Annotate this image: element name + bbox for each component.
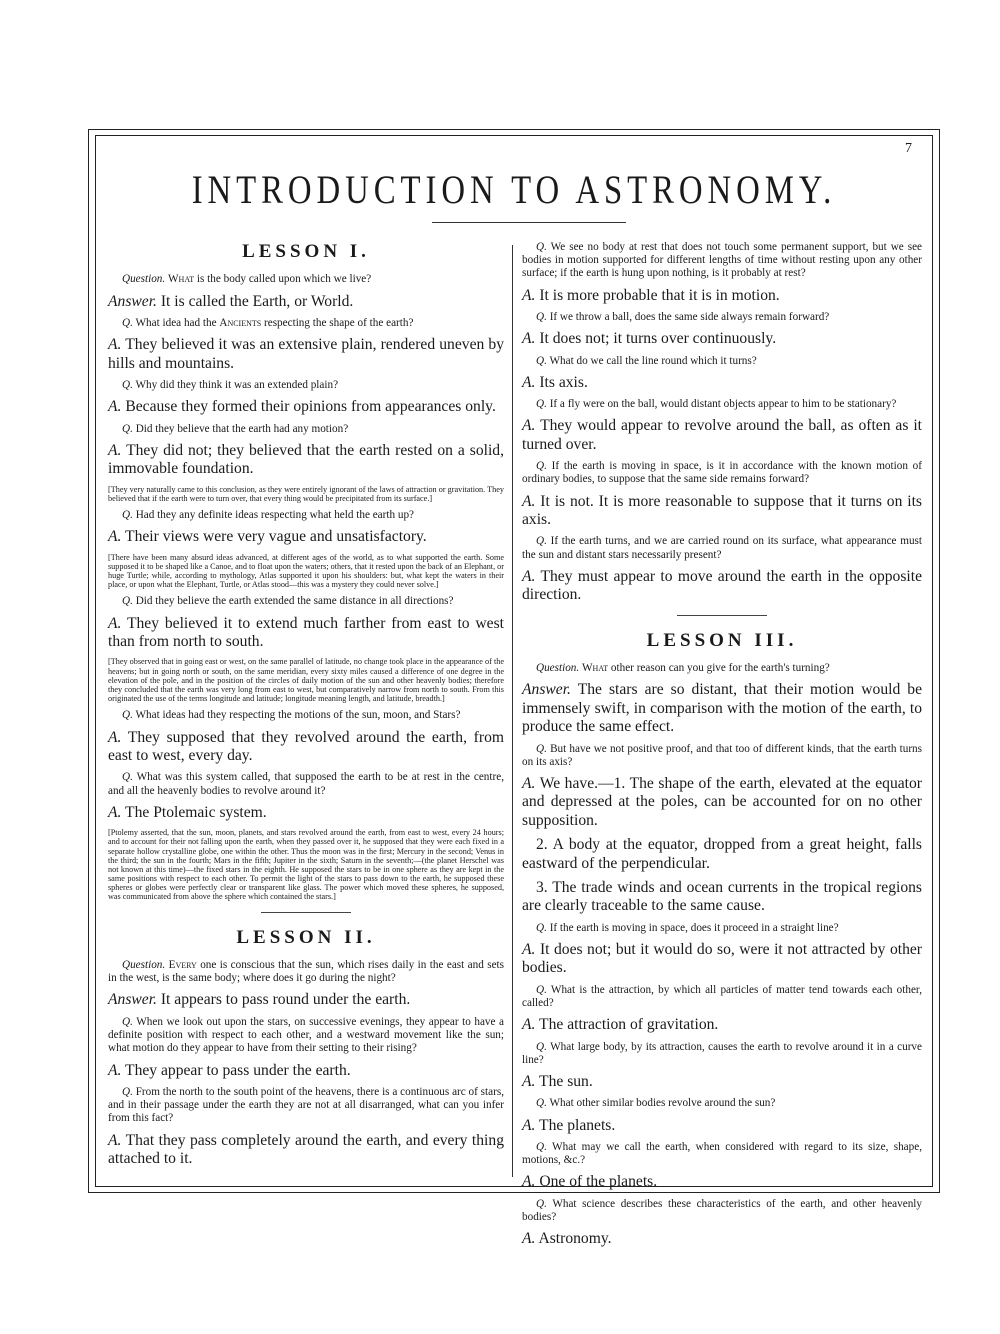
question-8 (522, 1198, 922, 1224)
answer-label: A. (522, 1016, 536, 1034)
lesson-2-heading: LESSON II. (236, 926, 376, 948)
question-text: respecting the shape of the earth? (261, 317, 414, 330)
answer-9 (522, 568, 922, 605)
answer-label: A. (522, 1173, 536, 1191)
question-label: Q. (536, 1140, 547, 1153)
answer-7 (522, 417, 922, 454)
question-label: Q. (122, 595, 133, 608)
question-1 (522, 662, 922, 675)
question-text: But have we not positive proof, and that too of different kinds, that the earth turns on its axis? (522, 742, 922, 768)
question-text: What other similar bodies revolve around the sun? (546, 1097, 776, 1110)
answer-4 (522, 1016, 922, 1034)
question-label: Q. (536, 742, 547, 755)
question-label: Question. (122, 273, 166, 286)
question-label: Q. (536, 983, 547, 996)
footnote-1: [They very naturally came to this conclusion, as they were entirely ignorant of the laws of attraction or gravitation. They believed that if the earth were to turn over, that every thing would be precipitated from its surface.] (108, 484, 504, 503)
answer-label: A. (108, 728, 122, 746)
question-text: What science describes these characteristics of the earth, and other heavenly bodies? (522, 1197, 922, 1223)
answer-3 (108, 1132, 504, 1169)
answer-label: A. (108, 336, 122, 354)
question-text: If the earth is moving in space, does it proceed in a straight line? (546, 921, 839, 934)
answer-label: A. (108, 441, 122, 459)
answer-label: A. (522, 1116, 536, 1134)
answer-2 (522, 775, 922, 830)
answer-1 (522, 681, 922, 736)
question-label: Q. (536, 354, 547, 367)
answer-label: A. (522, 1072, 536, 1090)
column-divider (512, 245, 513, 1177)
question-3 (522, 922, 922, 935)
answer-text: They would appear to revolve around the ball, as often as it turned over. (522, 417, 922, 453)
question-9 (522, 535, 922, 561)
answer-label: A. (522, 567, 536, 585)
question-lead-word: Every (168, 959, 197, 972)
question-text: If a fly were on the ball, would distant objects appear to him to be stationary? (546, 398, 897, 411)
answer-text: Because they formed their opinions from appearances only. (121, 398, 496, 416)
question-5 (522, 1041, 922, 1067)
question-lead-word: What (582, 662, 609, 675)
answer-text: They supposed that they revolved around the earth, from east to west, every day. (108, 728, 504, 764)
section-separator (677, 615, 767, 616)
answer-text: Astronomy. (535, 1230, 612, 1248)
question-6 (108, 595, 504, 608)
question-3 (108, 1086, 504, 1126)
question-3 (108, 379, 504, 392)
question-label: Question. (122, 959, 166, 972)
answer-label: Answer. (108, 292, 157, 310)
answer-text: Its axis. (535, 373, 588, 391)
question-label: Q. (122, 422, 133, 435)
answer-8 (108, 804, 504, 822)
question-text: other reason can you give for the earth's turning? (608, 662, 830, 675)
question-label: Q. (122, 1015, 133, 1028)
question-text: What large body, by its attraction, causes the earth to revolve around it in a curve line? (522, 1040, 922, 1066)
question-6 (522, 355, 922, 368)
question-text: is the body called upon which we live? (194, 273, 372, 286)
answer-text: They did not; they believed that the earth rested on a solid, immovable foundation. (108, 441, 504, 478)
question-text: What do we call the line round which it turns? (546, 354, 757, 367)
answer-text: The attraction of gravitation. (535, 1016, 719, 1034)
answer-text: It does not; but it would do so, were it not attracted by other bodies. (522, 940, 922, 977)
answer-label: A. (108, 803, 122, 821)
page-title: INTRODUCTION TO ASTRONOMY. (191, 167, 837, 212)
answer-label: A. (522, 373, 536, 391)
answer-5 (522, 1073, 922, 1091)
question-1 (108, 273, 504, 286)
answer-text: It is called the Earth, or World. (156, 292, 354, 310)
answer-label: A. (108, 398, 122, 416)
question-label: Q. (122, 317, 133, 330)
question-text: What may we call the earth, when considered with regard to its size, shape, motions, &c.? (522, 1140, 922, 1167)
answer-2 (108, 1062, 504, 1080)
question-label: Q. (536, 921, 547, 934)
answer-label: A. (108, 614, 122, 632)
answer-label: A. (522, 286, 536, 304)
question-label: Q. (122, 1085, 133, 1098)
answer-4 (108, 442, 504, 479)
answer-4 (522, 287, 922, 305)
question-4 (108, 423, 504, 436)
question-text: What was this system called, that supposed the earth to be at rest in the centre, and all the heavenly bodies to revolve around it? (108, 771, 504, 797)
question-text: Why did they think it was an extended plain? (132, 379, 339, 392)
question-4 (522, 984, 922, 1010)
answer-1 (108, 293, 504, 311)
answer-text: The stars are so distant, that their motion would be immensely swift, in comparison with the motion of the earth, to produce the same effect. (522, 681, 922, 736)
answer-6 (108, 615, 504, 652)
question-label: Q. (536, 1097, 547, 1110)
question-5 (108, 509, 504, 522)
answer-label: A. (522, 1230, 536, 1248)
answer-text: It does not; it turns over continuously. (535, 330, 777, 348)
question-text: one is conscious that the sun, which rises daily in the east and sets in the west, is the same body; where does it go during the night? (108, 959, 505, 985)
answer-label: A. (522, 774, 536, 792)
question-emphasis: Ancients (219, 317, 262, 330)
answer-text: They believed it to extend much farther from east to west than from north to south. (108, 614, 504, 650)
question-text: We see no body at rest that does not touch some permanent support, but we see bodies in motion supported for different lengths of time without resting upon any other surface; if the earth is hung upon nothing, is it probably at rest? (522, 241, 922, 280)
answer-text: They appear to pass under the earth. (121, 1061, 351, 1079)
question-5 (522, 311, 922, 324)
footnote-2: [There have been many absurd ideas advanced, at different ages of the world, as to what supported the earth. Some supposed it to be shaped like a Canoe, and to float upon the waters; others, that it rested upon the back of an Elephant, or huge Turtle; while, according to mythology, Atlas supported it upon his shoulders: but, what kept the waters in their place, or upon what the Elephant, Turtle, or Atlas stood—this was a mystery they could never solve.] (108, 552, 504, 590)
question-label: Q. (536, 398, 547, 411)
question-text: From the north to the south point of the heavens, there is a continuous arc of stars, and in their passage under the earth they are not at all disarranged, what can you infer from this fact? (108, 1085, 504, 1125)
answer-3 (522, 941, 922, 978)
question-label: Q. (536, 1197, 547, 1210)
question-label: Q. (122, 379, 133, 392)
question-7 (108, 709, 504, 722)
lesson-1-heading: LESSON I. (242, 241, 370, 262)
answer-8 (522, 1230, 922, 1248)
question-label: Question. (536, 662, 580, 675)
question-text: What ideas had they respecting the motions of the sun, moon, and Stars? (132, 709, 461, 722)
section-separator (261, 912, 351, 913)
answer-label: A. (108, 528, 122, 546)
question-6 (522, 1097, 922, 1110)
answer-label: Answer. (108, 991, 157, 1009)
answer-5 (108, 528, 504, 546)
question-text: If the earth turns, and we are carried round on its surface, what appearance must the sun and distant stars necessarily present? (522, 535, 922, 561)
lesson-3-heading: LESSON III. (646, 629, 798, 651)
answer-text: The planets. (535, 1116, 616, 1134)
answer-text: We have.—1. The shape of the earth, elevated at the equator and depressed at the poles, can be accounted for on no other supposition. (522, 774, 922, 829)
answer-label: A. (522, 492, 536, 510)
answer-label: A. (108, 1061, 122, 1079)
left-column (108, 241, 504, 1174)
answer-6 (522, 1117, 922, 1135)
answer-3 (108, 398, 504, 416)
answer-text: They must appear to move around the earth in the opposite direction. (522, 567, 922, 604)
question-label: Q. (536, 535, 547, 548)
question-2 (522, 743, 922, 769)
answer-label: A. (522, 417, 536, 435)
question-text: Had they any definite ideas respecting what held the earth up? (132, 509, 415, 521)
answer-text: Their views were very vague and unsatisfactory. (121, 528, 427, 546)
question-label: Q. (536, 311, 547, 324)
question-4 (522, 241, 922, 281)
answer-label: A. (108, 1131, 122, 1149)
answer-5 (522, 330, 922, 348)
footnote-4: [Ptolemy asserted, that the sun, moon, planets, and stars revolved around the earth, from east to west, every 24 hours; and to account for their not falling upon the earth, when they passed over it, he supposed that they were each fixed in a separate hollow crystalline globe, one within the other. Thus the moon was in the first; Mercury in the second; Venus in the third; the sun in the fourth; Mars in the fifth; Jupiter in the sixth; Saturn in the seventh;—(the planet Herschel was not known at this time)—the fixed stars in the eighth. He supposed the stars to be in one sphere as they are kept in the same positions with respect to each other. To permit the light of the stars to pass down to the earth, he supposed these spheres or globes were perfectly clear or transparent like glass. The power which moved these spheres, he supposed, was communicated from above the sphere which contained the stars.] (108, 828, 504, 902)
title-ornament-rule (432, 222, 626, 223)
answer-7 (522, 1173, 922, 1191)
question-1 (108, 959, 504, 985)
answer-text: One of the planets. (535, 1173, 658, 1191)
question-lead-word: What (168, 273, 195, 286)
answer-text: They believed it was an extensive plain, rendered uneven by hills and mountains. (108, 336, 504, 372)
answer-7 (108, 729, 504, 766)
answer-2-point-2: 2. A body at the equator, dropped from a great height, falls eastward of the perpendicular. (522, 836, 922, 872)
answer-label: A. (522, 940, 536, 958)
question-7 (522, 398, 922, 411)
question-2 (108, 1016, 504, 1056)
question-label: Q. (122, 709, 133, 722)
answer-label: A. (522, 330, 536, 348)
question-8 (108, 771, 504, 797)
question-text: If we throw a ball, does the same side always remain forward? (546, 311, 830, 324)
question-text: When we look out upon the stars, on successive evenings, they appear to have a definite position with respect to each other, and a westward movement like the sun; what motion do they appear to have from their setting to their rising? (108, 1015, 504, 1055)
right-column (522, 241, 922, 1255)
answer-text: It is more probable that it is in motion. (535, 286, 780, 304)
question-text: What idea had the (132, 317, 220, 330)
answer-text: It appears to pass round under the earth. (156, 991, 411, 1009)
question-text: If the earth is moving in space, is it in accordance with the known motion of ordinary bodies, to suppose that the same side remains forward? (522, 460, 922, 486)
page-number: 7 (905, 141, 912, 156)
question-label: Q. (122, 509, 133, 521)
question-label: Q. (122, 771, 133, 784)
answer-text: The Ptolemaic system. (121, 803, 267, 821)
question-2 (108, 317, 504, 330)
question-text: What is the attraction, by which all particles of matter tend towards each other, called? (522, 983, 922, 1009)
answer-text: The sun. (535, 1072, 593, 1090)
answer-text: It is not. It is more reasonable to suppose that it turns on its axis. (522, 492, 922, 529)
question-7 (522, 1141, 922, 1167)
answer-1 (108, 991, 504, 1009)
question-text: Did they believe that the earth had any motion? (132, 422, 349, 435)
answer-label: Answer. (522, 681, 571, 699)
answer-8 (522, 493, 922, 530)
answer-text: That they pass completely around the earth, and every thing attached to it. (108, 1131, 504, 1167)
question-text: Did they believe the earth extended the same distance in all directions? (132, 595, 454, 608)
answer-6 (522, 374, 922, 392)
answer-2-point-3: 3. The trade winds and ocean currents in the tropical regions are clearly traceable to the same cause. (522, 878, 922, 915)
footnote-3: [They observed that in going east or west, on the same parallel of latitude, no change took place in the appearance of the heavens; but in going north or south, on the same meridian, every sixty miles caused a difference of one degree in the elevation of the pole, and in the position of the circles of daily motion of the sun and other heavenly bodies; therefore they concluded that the earth was very long from east to west, but comparatively narrow from north to south. From this originated the use of the terms longitude and latitude; longitude meaning length, and latitude, breadth.] (108, 657, 504, 704)
question-label: Q. (536, 460, 547, 473)
answer-2 (108, 336, 504, 373)
question-label: Q. (536, 1040, 547, 1053)
question-8 (522, 460, 922, 486)
question-label: Q. (536, 241, 547, 253)
